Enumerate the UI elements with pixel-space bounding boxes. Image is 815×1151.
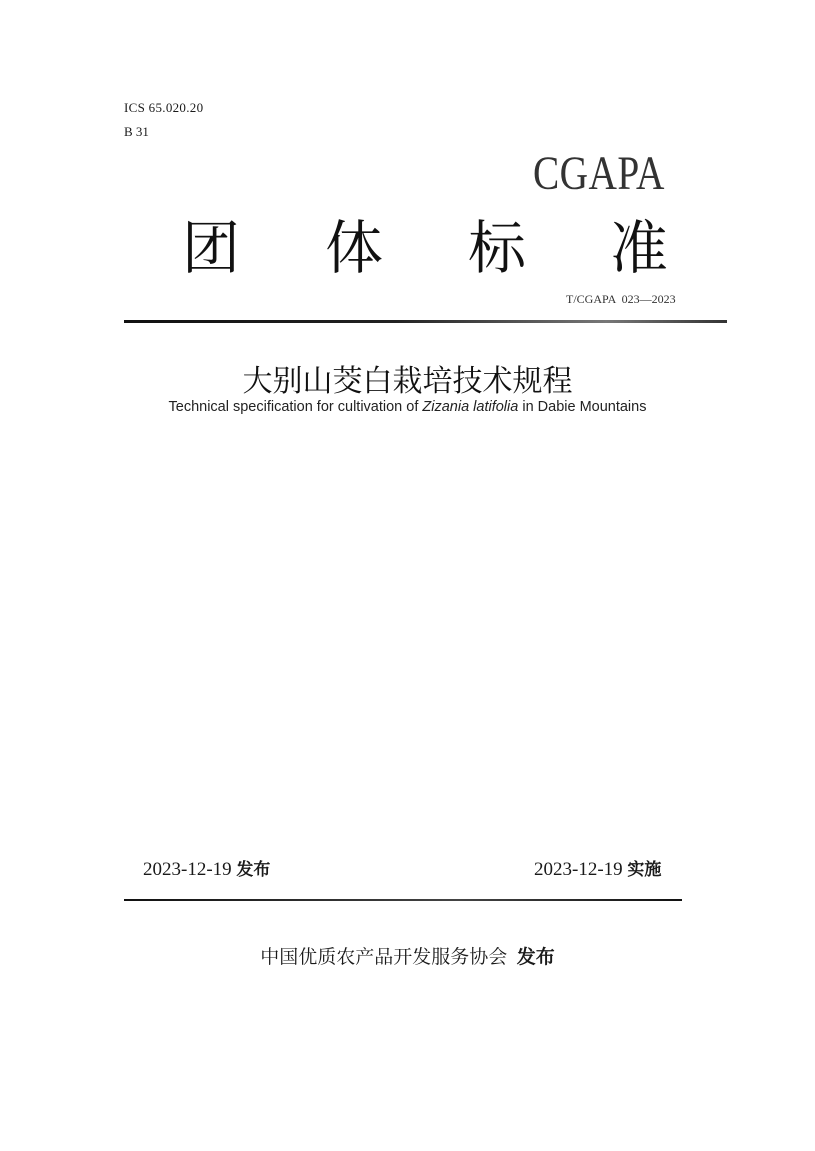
standard-number: T/CGAPA 023—2023 xyxy=(566,292,676,306)
top-divider xyxy=(124,320,727,323)
title-english-species: Zizania latifolia xyxy=(422,399,519,415)
standard-type-char-2: 体 xyxy=(325,214,384,282)
implement-label: 实施 xyxy=(627,860,662,880)
publish-label: 发布 xyxy=(236,860,271,880)
bottom-divider xyxy=(124,899,682,901)
publish-date-line xyxy=(143,855,270,881)
issuer-line xyxy=(0,942,815,969)
publish-date: 2023-12-19 xyxy=(143,859,232,880)
title-chinese: 大别山茭白栽培技术规程 xyxy=(242,364,573,399)
title-english-suffix: in Dabie Mountains xyxy=(518,399,647,415)
standard-type-char-1: 团 xyxy=(182,214,241,282)
title-english xyxy=(0,399,815,415)
issuer-action: 发布 xyxy=(516,946,555,968)
standard-type-char-3: 标 xyxy=(468,214,527,282)
implement-date-line xyxy=(534,855,661,881)
issuer-name: 中国优质农产品开发服务协会 xyxy=(260,947,508,968)
title-english-prefix: Technical specification for cultivation of xyxy=(168,399,423,415)
ccs-code: B 31 xyxy=(124,124,149,139)
standard-type-char-4: 准 xyxy=(610,214,669,282)
organization-code: CGAPA xyxy=(533,147,665,200)
implement-date: 2023-12-19 xyxy=(534,859,623,880)
ics-code: ICS 65.020.20 xyxy=(124,100,204,115)
